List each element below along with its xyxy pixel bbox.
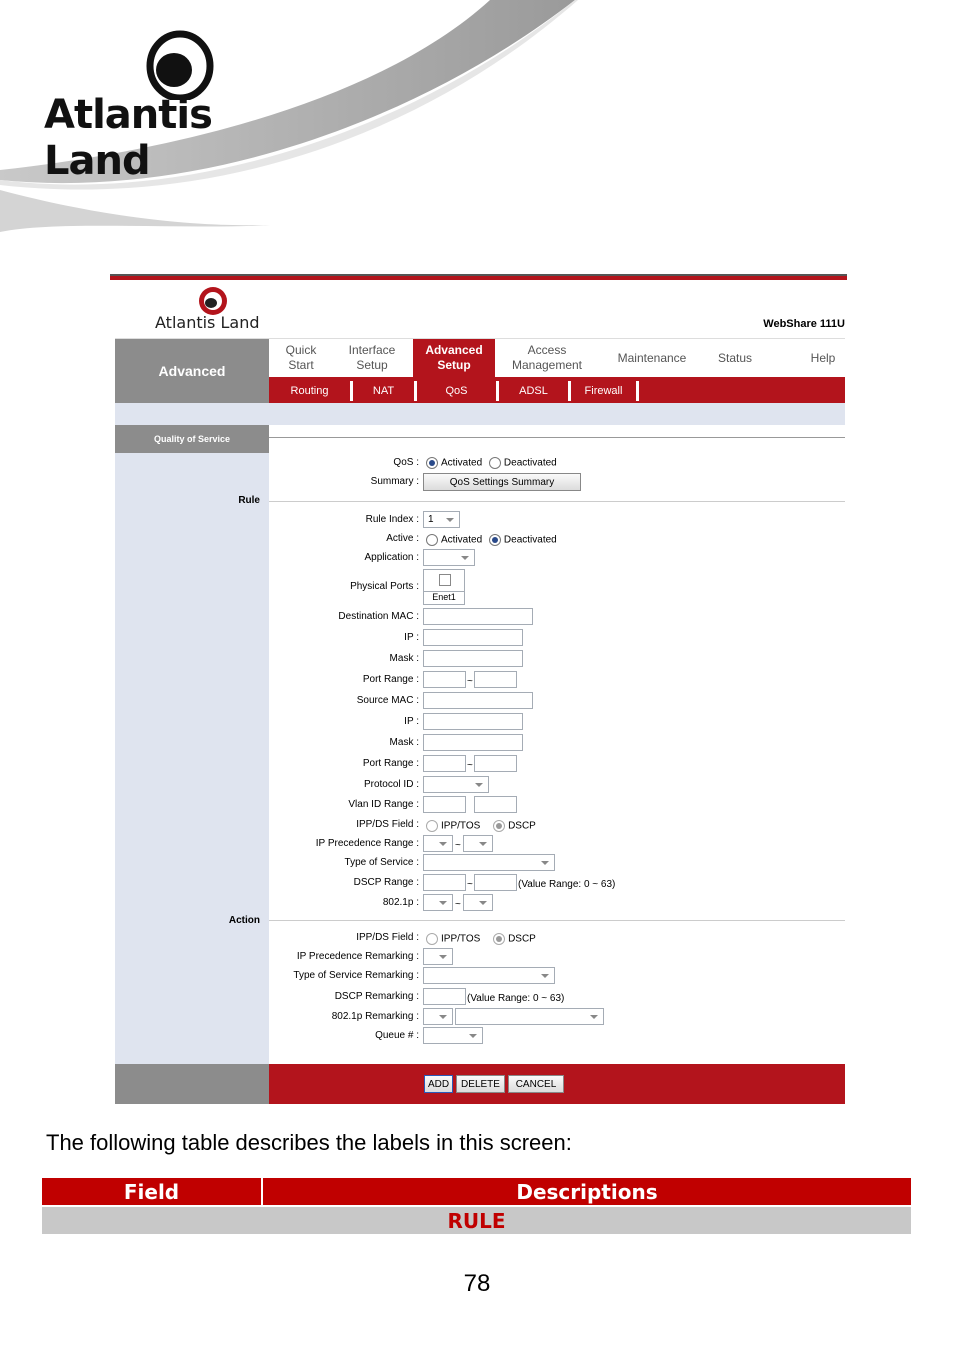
enet1-checkbox[interactable] xyxy=(439,574,451,586)
p8021-remark-label: 802.1p Remarking : xyxy=(331,1011,419,1022)
model-name: WebShare 111U xyxy=(763,318,845,330)
dscp-remark-hint: (Value Range: 0 ~ 63) xyxy=(467,993,565,1004)
protocol-id-label: Protocol ID : xyxy=(363,779,419,790)
subnav-nat[interactable]: NAT xyxy=(353,381,417,401)
add-button[interactable]: ADD xyxy=(424,1075,453,1093)
ip-prec-remark-label: IP Precedence Remarking : xyxy=(296,951,419,962)
p8021-start-select[interactable] xyxy=(423,894,453,911)
nav-label: Quick Start xyxy=(285,343,317,372)
p8021-remark-desc-select[interactable] xyxy=(455,1008,604,1025)
title-divider xyxy=(269,437,845,438)
table-header xyxy=(42,1178,911,1205)
nav-label: Help xyxy=(810,350,836,365)
type-of-service-label: Type of Service : xyxy=(344,857,419,868)
src-mac-input[interactable] xyxy=(423,692,533,709)
nav-label: Maintenance xyxy=(617,350,687,365)
left-panel xyxy=(115,339,269,1104)
tilde: ~ xyxy=(467,676,473,687)
src-ip-input[interactable] xyxy=(423,713,523,730)
atlantis-land-logo xyxy=(44,30,314,184)
dest-port-end-input[interactable] xyxy=(474,671,517,688)
rule-section-label: Rule xyxy=(238,495,260,506)
router-logo-text: Atlantis Land xyxy=(155,313,260,332)
active-deactivated-radio[interactable] xyxy=(489,534,501,546)
application-select[interactable] xyxy=(423,549,475,566)
nav-label: Interface Setup xyxy=(348,343,396,372)
tilde: ~ xyxy=(467,879,473,890)
page-number: 78 xyxy=(463,1270,491,1297)
active-label: Active : xyxy=(386,533,419,544)
subnav-adsl[interactable]: ADSL xyxy=(499,381,571,401)
action-ippds-label: IPP/DS Field : xyxy=(356,932,419,943)
nav-label: Status xyxy=(717,350,753,365)
src-ip-label: IP : xyxy=(404,716,419,727)
router-header xyxy=(115,280,845,339)
dest-mask-input[interactable] xyxy=(423,650,523,667)
active-radio-group xyxy=(426,534,557,546)
page-title: Quality of Service xyxy=(115,425,269,453)
radio-label: IPP/TOS xyxy=(441,933,481,945)
nav-help[interactable] xyxy=(793,339,853,377)
subnav-routing[interactable]: Routing xyxy=(269,381,353,401)
action-section-label: Action xyxy=(228,915,260,926)
dest-mac-input[interactable] xyxy=(423,608,533,625)
radio-label: DSCP xyxy=(508,820,536,832)
action-ippds-radio-group xyxy=(426,933,536,945)
physical-ports-box xyxy=(423,569,465,605)
src-port-start-input[interactable] xyxy=(423,755,466,772)
dscp-range-label: DSCP Range : xyxy=(353,877,419,888)
vlan-range-label: Vlan ID Range : xyxy=(348,799,419,810)
nav-access-management[interactable] xyxy=(499,339,595,377)
dscp-end-input[interactable] xyxy=(474,874,517,891)
select-value: 1 xyxy=(428,514,434,525)
ippds-label: IPP/DS Field : xyxy=(356,819,419,830)
subnav-firewall[interactable]: Firewall xyxy=(571,381,639,401)
dscp-radio[interactable] xyxy=(493,820,505,832)
src-mac-label: Source MAC : xyxy=(356,695,419,706)
subnav-qos[interactable]: QoS xyxy=(417,381,499,401)
summary-label: Summary : xyxy=(370,476,419,487)
sub-nav xyxy=(269,377,845,403)
footer-left xyxy=(115,1064,269,1104)
main-nav xyxy=(269,339,845,377)
tilde: ~ xyxy=(455,840,461,851)
logo-emblem-icon xyxy=(144,30,224,100)
ippds-radio-group xyxy=(426,820,536,832)
nav-label: Access Management xyxy=(511,343,583,372)
nav-status[interactable] xyxy=(707,339,763,377)
dscp-remark-label: DSCP Remarking : xyxy=(334,991,419,1002)
dscp-start-input[interactable] xyxy=(423,874,466,891)
radio-label: DSCP xyxy=(508,933,536,945)
ip-prec-start-select[interactable] xyxy=(423,835,453,852)
blue-strip xyxy=(115,403,845,425)
dscp-range-hint: (Value Range: 0 ~ 63) xyxy=(518,879,616,890)
rule-divider xyxy=(269,501,845,502)
nav-label: Advanced Setup xyxy=(425,343,483,372)
p8021-remark-select[interactable] xyxy=(423,1008,453,1025)
src-port-range-label: Port Range : xyxy=(362,758,419,769)
delete-button[interactable]: DELETE xyxy=(456,1075,505,1093)
src-port-end-input[interactable] xyxy=(474,755,517,772)
action-ipptos-radio[interactable] xyxy=(426,933,438,945)
th-field: Field xyxy=(123,1179,180,1204)
tilde: ~ xyxy=(467,760,473,771)
ip-precedence-range-label: IP Precedence Range : xyxy=(315,838,419,849)
nav-interface-setup[interactable] xyxy=(335,339,409,377)
dest-port-range-label: Port Range : xyxy=(362,674,419,685)
qos-summary-button[interactable]: QoS Settings Summary xyxy=(423,473,581,491)
p8021-end-select[interactable] xyxy=(463,894,493,911)
table-section-row: RULE xyxy=(42,1207,911,1234)
nav-advanced-setup[interactable] xyxy=(413,339,495,377)
radio-label: Activated xyxy=(441,457,483,469)
router-logo xyxy=(155,285,275,335)
dest-mac-label: Destination MAC : xyxy=(338,611,419,622)
radio-label: Deactivated xyxy=(503,534,557,546)
protocol-id-select[interactable] xyxy=(423,776,489,793)
active-activated-radio[interactable] xyxy=(426,534,438,546)
ipptos-radio[interactable] xyxy=(426,820,438,832)
action-dscp-radio[interactable] xyxy=(493,933,505,945)
tos-remark-select[interactable] xyxy=(423,967,555,984)
radio-label: Deactivated xyxy=(503,457,557,469)
p8021-label: 802.1p : xyxy=(382,897,419,908)
vlan-end-input[interactable] xyxy=(474,796,517,813)
ip-prec-end-select[interactable] xyxy=(463,835,493,852)
action-divider xyxy=(269,920,845,921)
rule-index-label: Rule Index : xyxy=(365,514,419,525)
dscp-remark-input[interactable] xyxy=(423,988,466,1005)
queue-select[interactable] xyxy=(423,1027,483,1044)
dest-ip-input[interactable] xyxy=(423,629,523,646)
application-label: Application : xyxy=(364,552,419,563)
qos-radio-group xyxy=(426,457,557,469)
src-mask-label: Mask : xyxy=(389,737,419,748)
qos-label: QoS : xyxy=(393,457,419,468)
type-of-service-select[interactable] xyxy=(423,854,555,871)
rule-index-select[interactable] xyxy=(423,511,460,528)
nav-quick-start[interactable] xyxy=(269,339,333,377)
radio-label: IPP/TOS xyxy=(441,820,481,832)
tilde: ~ xyxy=(455,899,461,910)
nav-maintenance[interactable] xyxy=(605,339,699,377)
enet1-label: Enet1 xyxy=(424,591,464,605)
vlan-start-input[interactable] xyxy=(423,796,466,813)
qos-activated-radio[interactable] xyxy=(426,457,438,469)
dest-ip-label: IP : xyxy=(404,632,419,643)
tos-remark-label: Type of Service Remarking : xyxy=(293,970,419,981)
th-descriptions: Descriptions xyxy=(516,1179,658,1204)
doc-caption: The following table describes the labels in this screen: xyxy=(46,1130,572,1155)
radio-label: Activated xyxy=(441,534,483,546)
logo-text: Atlantis Land xyxy=(44,92,212,184)
section-advanced: Advanced xyxy=(115,339,269,403)
queue-label: Queue # : xyxy=(375,1030,419,1041)
physical-ports-label: Physical Ports : xyxy=(350,581,419,592)
dest-mask-label: Mask : xyxy=(389,653,419,664)
dest-port-start-input[interactable] xyxy=(423,671,466,688)
qos-deactivated-radio[interactable] xyxy=(489,457,501,469)
cancel-button[interactable]: CANCEL xyxy=(508,1075,564,1093)
ip-prec-remark-select[interactable] xyxy=(423,948,453,965)
src-mask-input[interactable] xyxy=(423,734,523,751)
